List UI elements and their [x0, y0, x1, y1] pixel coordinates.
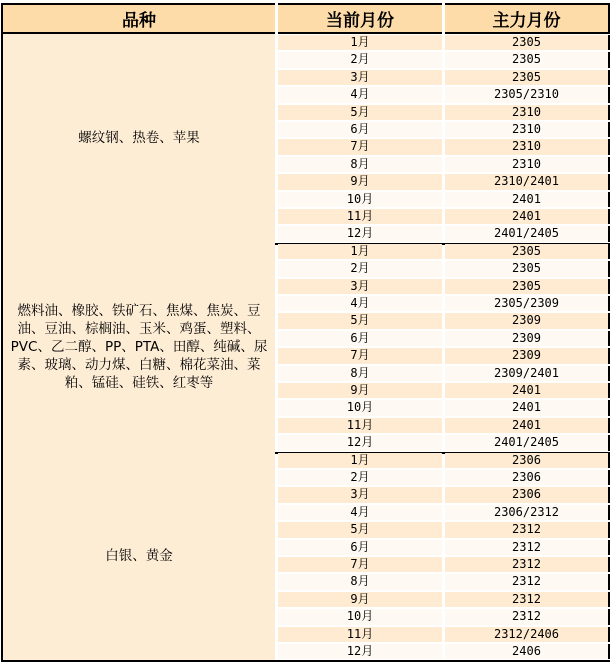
main-month-cell: 2406 — [445, 644, 610, 659]
table-row — [278, 192, 610, 209]
current-month-cell: 9月 — [278, 592, 442, 607]
current-month-cell: 2月 — [278, 261, 442, 276]
current-month-cell: 2月 — [278, 470, 442, 485]
main-month-cell: 2312 — [445, 592, 610, 607]
current-month-cell: 3月 — [278, 279, 442, 294]
main-month-cell: 2401 — [445, 192, 610, 207]
current-month-cell: 7月 — [278, 348, 442, 363]
main-month-cell: 2309/2401 — [445, 366, 610, 381]
current-month-cell: 7月 — [278, 139, 442, 154]
main-month-cell: 2305 — [445, 70, 610, 85]
main-month-cell: 2309 — [445, 348, 610, 363]
current-month-cell: 11月 — [278, 627, 442, 642]
main-month-cell: 2305/2309 — [445, 296, 610, 311]
table-row — [278, 279, 610, 296]
main-month-cell: 2401 — [445, 383, 610, 398]
table-row — [278, 70, 610, 87]
variety-name: 白银、黄金 — [1, 452, 275, 661]
table-row — [278, 435, 610, 452]
main-month-cell: 2310/2401 — [445, 174, 610, 189]
table-row — [278, 609, 610, 626]
main-month-cell: 2305/2310 — [445, 87, 610, 102]
table-row — [278, 574, 610, 591]
main-month-cell: 2312 — [445, 574, 610, 589]
main-month-cell: 2401 — [445, 418, 610, 433]
current-month-cell: 4月 — [278, 87, 442, 102]
table-row — [278, 122, 610, 139]
main-month-cell: 2310 — [445, 139, 610, 154]
main-month-cell: 2306 — [445, 453, 610, 468]
current-month-cell: 6月 — [278, 331, 442, 346]
variety-group — [1, 34, 610, 243]
main-month-cell: 2401 — [445, 209, 610, 224]
current-month-cell: 10月 — [278, 400, 442, 415]
current-month-cell: 11月 — [278, 418, 442, 433]
table-row — [278, 627, 610, 644]
current-month-cell: 12月 — [278, 226, 442, 241]
table-row — [278, 244, 610, 261]
main-month-cell: 2401 — [445, 400, 610, 415]
table-row — [278, 592, 610, 609]
current-month-cell: 12月 — [278, 644, 442, 659]
main-month-cell: 2312 — [445, 557, 610, 572]
table-row — [278, 418, 610, 435]
current-month-cell: 8月 — [278, 574, 442, 589]
current-month-cell: 8月 — [278, 366, 442, 381]
table-row — [278, 331, 610, 348]
table-row — [278, 87, 610, 104]
main-month-cell: 2305 — [445, 261, 610, 276]
variety-group — [1, 243, 610, 452]
table-row — [278, 174, 610, 191]
main-month-cell: 2306/2312 — [445, 505, 610, 520]
table-row — [278, 522, 610, 539]
table-row — [278, 366, 610, 383]
current-month-cell: 10月 — [278, 609, 442, 624]
main-month-cell: 2305 — [445, 244, 610, 259]
table-row — [278, 505, 610, 522]
table-row — [278, 105, 610, 122]
table-row — [278, 557, 610, 574]
table-row — [278, 139, 610, 156]
current-month-cell: 5月 — [278, 313, 442, 328]
table-row — [278, 313, 610, 330]
table-row — [278, 35, 610, 52]
current-month-cell: 10月 — [278, 192, 442, 207]
current-month-cell: 4月 — [278, 296, 442, 311]
main-month-cell: 2310 — [445, 122, 610, 137]
main-month-cell: 2312 — [445, 609, 610, 624]
table-row — [278, 400, 610, 417]
table-row — [278, 296, 610, 313]
main-month-cell: 2312 — [445, 540, 610, 555]
current-month-cell: 5月 — [278, 105, 442, 120]
main-month-cell: 2309 — [445, 313, 610, 328]
main-month-cell: 2312 — [445, 522, 610, 537]
main-month-cell: 2305 — [445, 52, 610, 67]
variety-name: 燃料油、橡胶、铁矿石、焦煤、焦炭、豆油、豆油、棕榈油、玉米、鸡蛋、塑料、PVC、乙二醇、PP、PTA、田醇、纯碱、尿素、玻璃、动力煤、白糖、棉花菜油、菜粕、锰硅、硅铁、红枣等 — [1, 243, 275, 452]
current-month-cell: 4月 — [278, 505, 442, 520]
main-month-cell: 2305 — [445, 35, 610, 50]
variety-name: 螺纹钢、热卷、苹果 — [1, 34, 275, 243]
main-month-cell: 2309 — [445, 331, 610, 346]
table-row — [278, 226, 610, 243]
current-month-cell: 12月 — [278, 435, 442, 450]
current-month-cell: 1月 — [278, 35, 442, 50]
table-row — [278, 261, 610, 278]
current-month-cell: 6月 — [278, 540, 442, 555]
main-month-cell: 2312/2406 — [445, 627, 610, 642]
main-month-cell: 2306 — [445, 487, 610, 502]
current-month-cell: 9月 — [278, 174, 442, 189]
current-month-cell: 3月 — [278, 70, 442, 85]
current-month-cell: 1月 — [278, 244, 442, 259]
table-row — [278, 157, 610, 174]
table-row — [278, 487, 610, 504]
table-row — [278, 383, 610, 400]
table-row — [278, 470, 610, 487]
header-current-month: 当前月份 — [278, 3, 442, 34]
variety-group — [1, 452, 610, 661]
table-row — [278, 540, 610, 557]
current-month-cell: 8月 — [278, 157, 442, 172]
current-month-cell: 7月 — [278, 557, 442, 572]
main-month-cell: 2310 — [445, 105, 610, 120]
current-month-cell: 2月 — [278, 52, 442, 67]
current-month-cell: 1月 — [278, 453, 442, 468]
main-month-cell: 2401/2405 — [445, 435, 610, 450]
current-month-cell: 3月 — [278, 487, 442, 502]
main-month-cell: 2305 — [445, 279, 610, 294]
table-row — [278, 52, 610, 69]
table-row — [278, 453, 610, 470]
table-row — [278, 644, 610, 661]
current-month-cell: 6月 — [278, 122, 442, 137]
current-month-cell: 9月 — [278, 383, 442, 398]
header-main-month: 主力月份 — [445, 3, 610, 34]
header-variety: 品种 — [1, 3, 275, 34]
current-month-cell: 5月 — [278, 522, 442, 537]
current-month-cell: 11月 — [278, 209, 442, 224]
main-month-cell: 2401/2405 — [445, 226, 610, 241]
main-month-cell: 2310 — [445, 157, 610, 172]
main-month-cell: 2306 — [445, 470, 610, 485]
table-row — [278, 348, 610, 365]
table-row — [278, 209, 610, 226]
